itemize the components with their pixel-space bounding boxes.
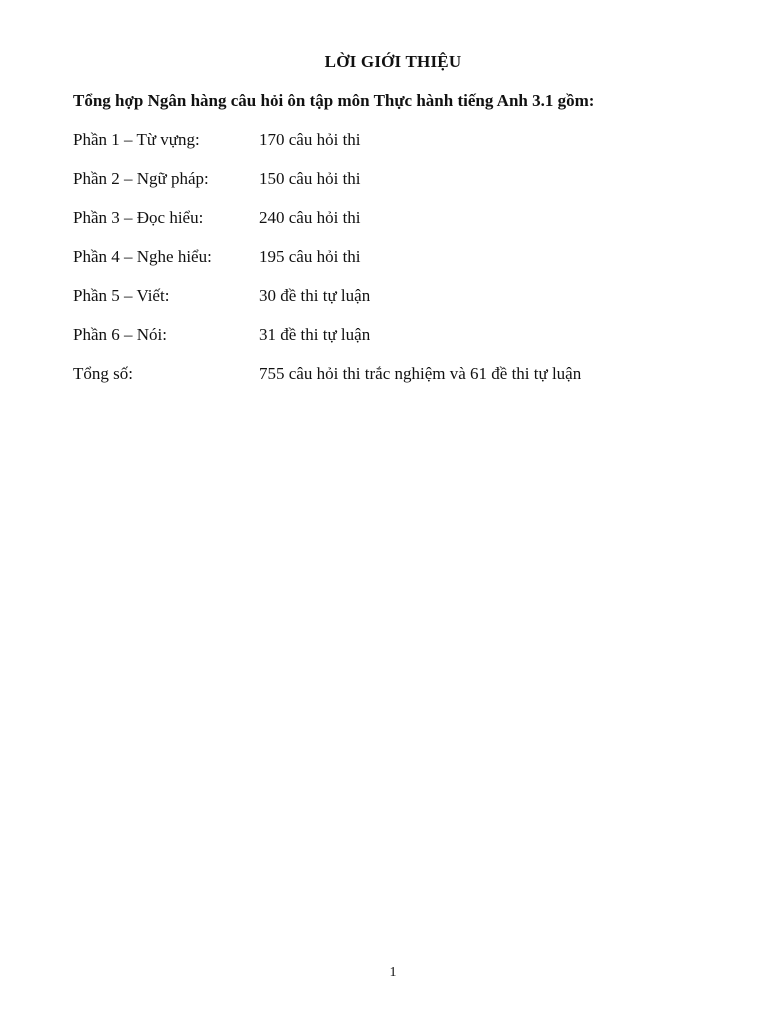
section-row-6	[73, 325, 713, 364]
section-row-3	[73, 208, 713, 247]
total-value: 755 câu hỏi thi trắc nghiệm và 61 đề thi tự luận	[259, 364, 582, 383]
section-label: Phần 3 – Đọc hiểu:	[73, 208, 204, 227]
section-value: 31 đề thi tự luận	[259, 325, 371, 344]
page-title: LỜI GIỚI THIỆU	[324, 52, 462, 71]
total-label: Tổng số:	[73, 364, 133, 383]
section-value: 170 câu hỏi thi	[259, 130, 361, 149]
intro-heading: Tổng hợp Ngân hàng câu hỏi ôn tập môn Thực hành tiếng Anh 3.1 gồm:	[73, 91, 595, 110]
section-label: Phần 1 – Từ vựng:	[73, 130, 200, 149]
section-value: 150 câu hỏi thi	[259, 169, 361, 188]
section-value: 195 câu hỏi thi	[259, 247, 361, 266]
section-row-5	[73, 286, 713, 325]
section-row-1	[73, 130, 713, 169]
page-number: 1	[389, 965, 397, 980]
section-label: Phần 4 – Nghe hiểu:	[73, 247, 212, 266]
section-list	[73, 130, 713, 403]
total-row	[73, 364, 713, 403]
section-label: Phần 5 – Viết:	[73, 286, 170, 305]
section-row-4	[73, 247, 713, 286]
section-value: 30 đề thi tự luận	[259, 286, 371, 305]
section-label: Phần 6 – Nói:	[73, 325, 167, 344]
section-value: 240 câu hỏi thi	[259, 208, 361, 227]
section-row-2	[73, 169, 713, 208]
section-label: Phần 2 – Ngữ pháp:	[73, 169, 209, 188]
